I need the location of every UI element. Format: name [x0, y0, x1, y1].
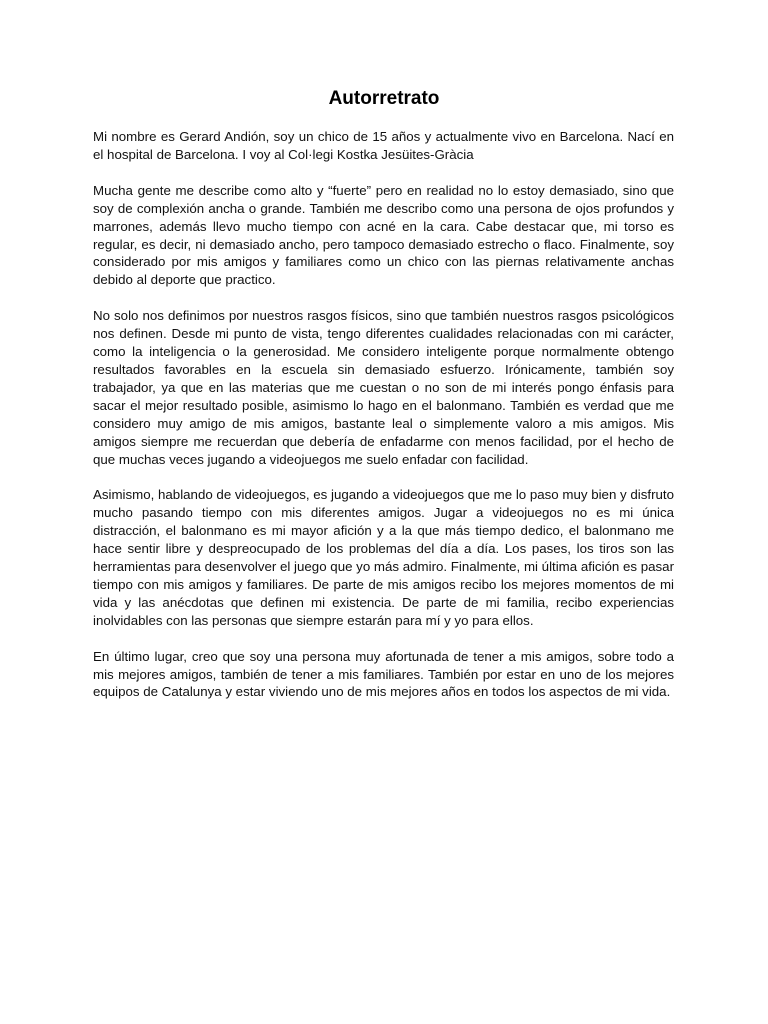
paragraph-conclusion: En último lugar, creo que soy una persona muy afortunada de tener a mis amigos, sobre todo a mis mejores amigos, también de tener a mis familiares. También por estar en uno de los mejores equipos de Catalunya y estar viviendo uno de mis mejores años en todos los aspectos de mi vida.	[93, 648, 674, 700]
paragraph-hobbies: Asimismo, hablando de videojuegos, es jugando a videojuegos que me lo paso muy bien y disfruto mucho pasando tiempo con mis diferentes amigos. Jugar a videojuegos no es mi única distracción, el balonmano es mi mayor afición y a la que más tiempo dedico, el balonmano me hace sentir libre y despreocupado de los problemas del día a día. Los pases, los tiros son las herramientas para desenvolver el juego que yo más admiro. Finalmente, mi última afición es pasar tiempo con mis amigos y familiares. De parte de mis amigos recibo los mejores momentos de mi vida y las anécdotas que definen mi existencia. De parte de mi familia, recibo experiencias inolvidables con las personas que siempre estarán para mí y yo para ellos.	[93, 487, 674, 628]
document-title: Autorretrato	[328, 88, 440, 109]
paragraph-physical-description: Mucha gente me describe como alto y “fuerte” pero en realidad no lo estoy demasiado, sino que soy de complexión ancha o grande. También me describo como una persona de ojos profundos y marrones, además llevo mucho tiempo con acné en la cara. Cabe destacar que, mi torso es regular, es decir, ni demasiado ancho, pero tampoco demasiado estrecho o flaco. Finalmente, soy considerado por mis amigos y familiares como un chico con las piernas relativamente anchas debido al deporte que practico.	[93, 182, 674, 288]
paragraph-introduction: Mi nombre es Gerard Andión, soy un chico de 15 años y actualmente vivo en Barcelona. Nací en el hospital de Barcelona. I voy al Col·legi Kostka Jesüites-Gràcia	[93, 129, 674, 162]
paragraph-psychological-traits: No solo nos definimos por nuestros rasgos físicos, sino que también nuestros rasgos psicológicos nos definen. Desde mi punto de vista, tengo diferentes cualidades relacionadas con mi carácter, como la inteligencia o la generosidad. Me considero inteligente porque normalmente obtengo resultados favorables en la escuela sin demasiado esfuerzo. Irónicamente, también soy trabajador, ya que en las materias que me cuestan o no son de mi interés pongo énfasis para sacar el mejor resultado posible, asimismo lo hago en el balonmano. También es verdad que me considero muy amigo de mis amigos, bastante leal o simplemente valoro a mis amigos. Mis amigos siempre me recuerdan que debería de enfadarme con menos facilidad, por el hecho de que muchas veces jugando a videojuegos me suelo enfadar con facilidad.	[93, 308, 674, 467]
document-body	[93, 128, 674, 719]
